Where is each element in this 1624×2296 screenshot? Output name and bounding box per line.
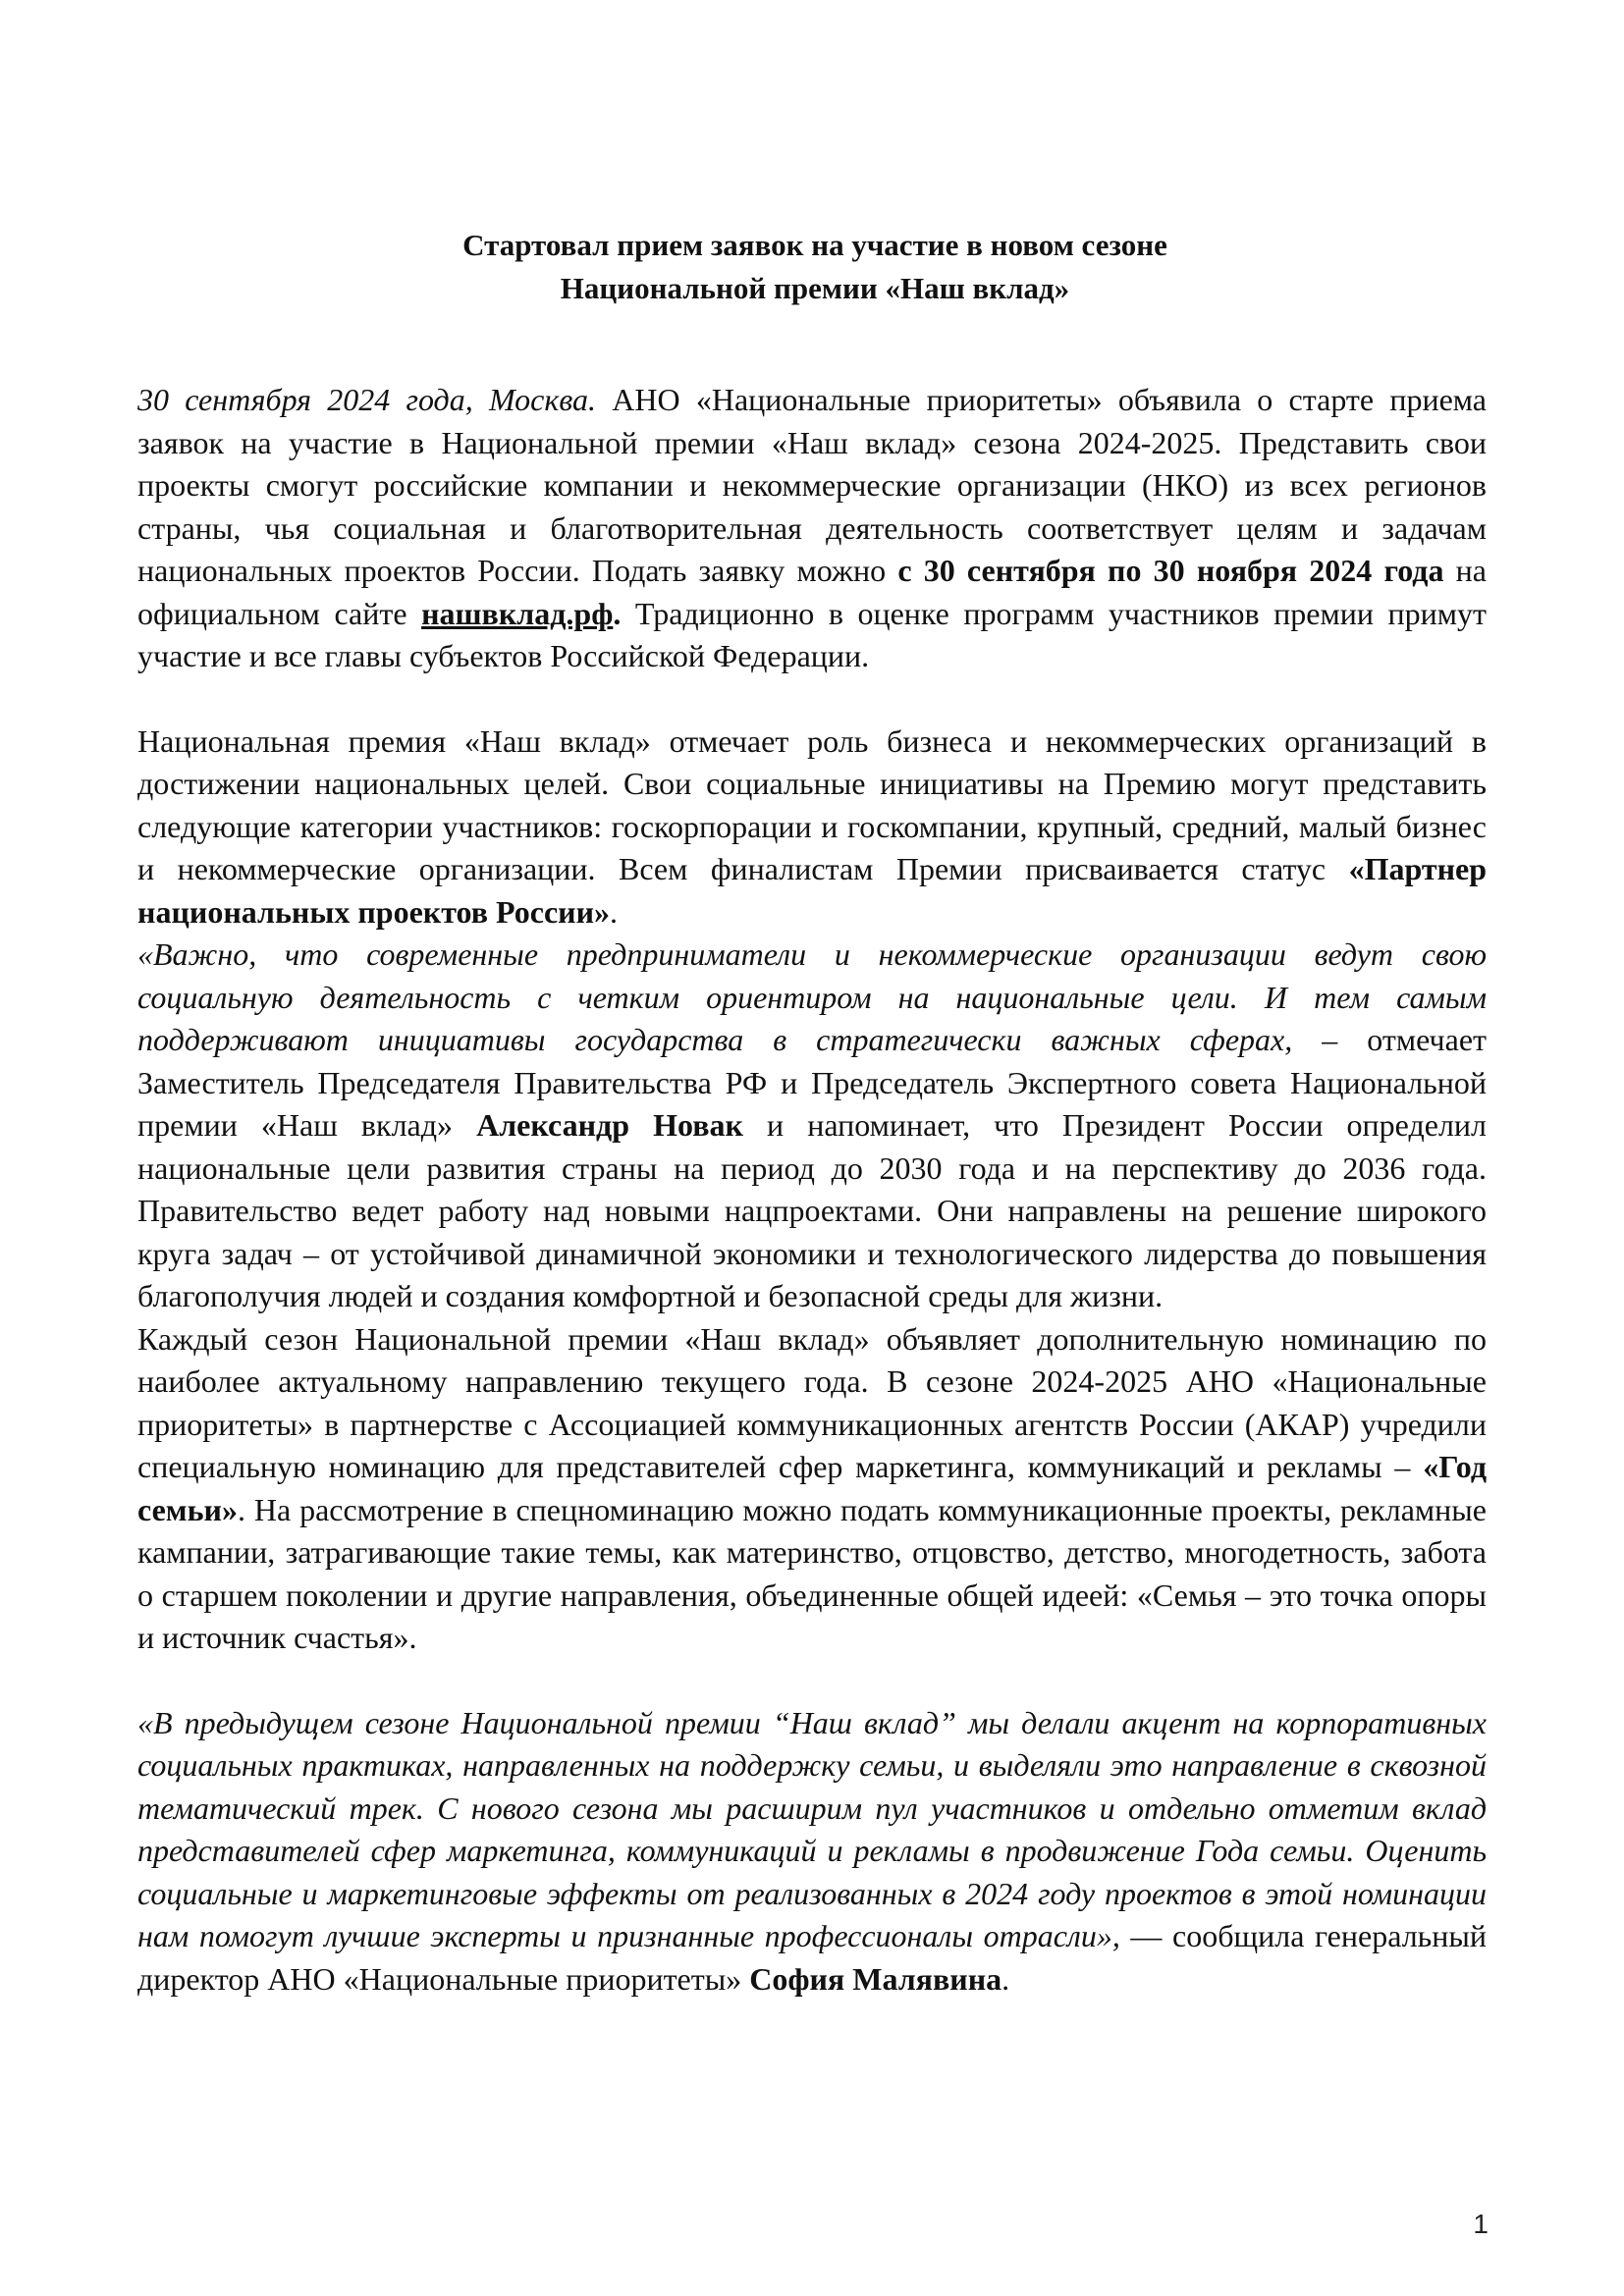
nomination-name: «Год семьи»	[137, 1449, 1487, 1527]
title-line-2: Национальной премии «Наш вклад»	[560, 271, 1070, 305]
page-number: 1	[1473, 2209, 1489, 2239]
paragraph-text: .	[1001, 1960, 1010, 1997]
paragraph-text: АНО «Национальные приоритеты» объявила о старте приема заявок на участие в Национальной премии «Наш вклад» сезона 2024-2025. Представить свои проекты смогут российские компании и некоммерческие организации (НКО) из всех регионов страны, чья социальная и благотворительная деятельность соответствует целям и задачам национальных проектов России. Подать заявку можно	[137, 382, 1488, 588]
paragraph-announcement	[137, 379, 1487, 678]
paragraph-text: и напоминает, что Президент России определил национальные цели развития страны на период до 2030 года и на перспективу до 2036 года. Правительство ведет работу над новыми нацпроектами. Они направлены на решение широкого круга задач – от устойчивой динамичной экономики и технологического лидерства до повышения благополучия людей и создания комфортной и безопасной среды для жизни.	[137, 1107, 1488, 1313]
paragraph-text: — сообщила генеральный директор АНО «Национальные приоритеты»	[137, 1918, 1488, 1997]
paragraph-malyavina-quote	[137, 1702, 1487, 2002]
document-body	[137, 379, 1487, 2001]
title-line-1: Стартовал прием заявок на участие в новом сезоне	[462, 228, 1167, 262]
paragraph-text: . На рассмотрение в спецноминацию можно подать коммуникационные проекты, рекламные кампании, затрагивающие такие темы, как материнство, отцовство, детство, многодетность, забота о старшем поколении и другие направления, объединенные общей идеей: «Семья – это точка опоры и источник счастья».	[137, 1491, 1487, 1655]
paragraph-novak-quote	[137, 934, 1487, 1318]
site-link[interactable]: нашвклад.рф	[421, 595, 614, 631]
paragraph-text: Каждый сезон Национальной премии «Наш вклад» объявляет дополнительную номинацию по наиболее актуальному направлению текущего года. В сезоне 2024-2025 АНО «Национальные приоритеты» в партнерстве с Ассоциацией коммуникационных агентств России (АКАР) учредили специальную номинацию для представителей сфер маркетинга, коммуникаций и рекламы –	[137, 1320, 1487, 1484]
paragraph-text: Традиционно в оценке программ участников премии примут участие и все главы субъектов Российской Федерации.	[137, 595, 1488, 673]
paragraph-text: на официальном сайте	[137, 553, 1488, 631]
application-dates: с 30 сентября по 30 ноября 2024 года	[897, 553, 1444, 588]
quote-text: «Важно, что современные предприниматели и некоммерческие организации ведут свою социальную деятельность с четким ориентиром на национальные цели. И тем самым поддерживают инициативы государства в стратегически важных сферах,	[137, 936, 1487, 1057]
dateline: 30 сентября 2024 года, Москва.	[137, 382, 597, 417]
speaker-name: Александр Новак	[476, 1107, 743, 1143]
paragraph-text: .	[610, 893, 619, 930]
quote-text: «В предыдущем сезоне Национальной премии “Наш вклад” мы делали акцент на корпоративных социальных практиках, направленных на поддержку семьи, и выделяли это направление в сквозной тематический трек. С нового сезона мы расширим пул участников и отдельно отметим вклад представителей сфер маркетинга, коммуникаций и рекламы в продвижение Года семьи. Оценить социальные и маркетинговые эффекты от реализованных в 2024 году проектов в этой номинации нам помогут лучшие эксперты и признанные профессионалы отрасли»,	[137, 1704, 1487, 1953]
paragraph-text: Национальная премия «Наш вклад» отмечает роль бизнеса и некоммерческих организаций в достижении национальных целей. Свои социальные инициативы на Премию могут представить следующие категории участников: госкорпорации и госкомпании, крупный, средний, малый бизнес и некоммерческие организации. Всем финалистам Премии присваивается статус	[137, 722, 1487, 886]
site-link-dot: .	[613, 595, 622, 631]
paragraph-award-role	[137, 721, 1487, 934]
paragraph-nomination	[137, 1318, 1487, 1660]
speaker-name: София Малявина	[749, 1960, 1002, 1997]
document-title	[137, 224, 1492, 310]
partner-status: «Партнер национальных проектов России»	[137, 851, 1487, 930]
paragraph-text: – отмечает Заместитель Председателя Правительства РФ и Председатель Экспертного совета Национальной премии «Наш вклад»	[137, 1022, 1488, 1143]
